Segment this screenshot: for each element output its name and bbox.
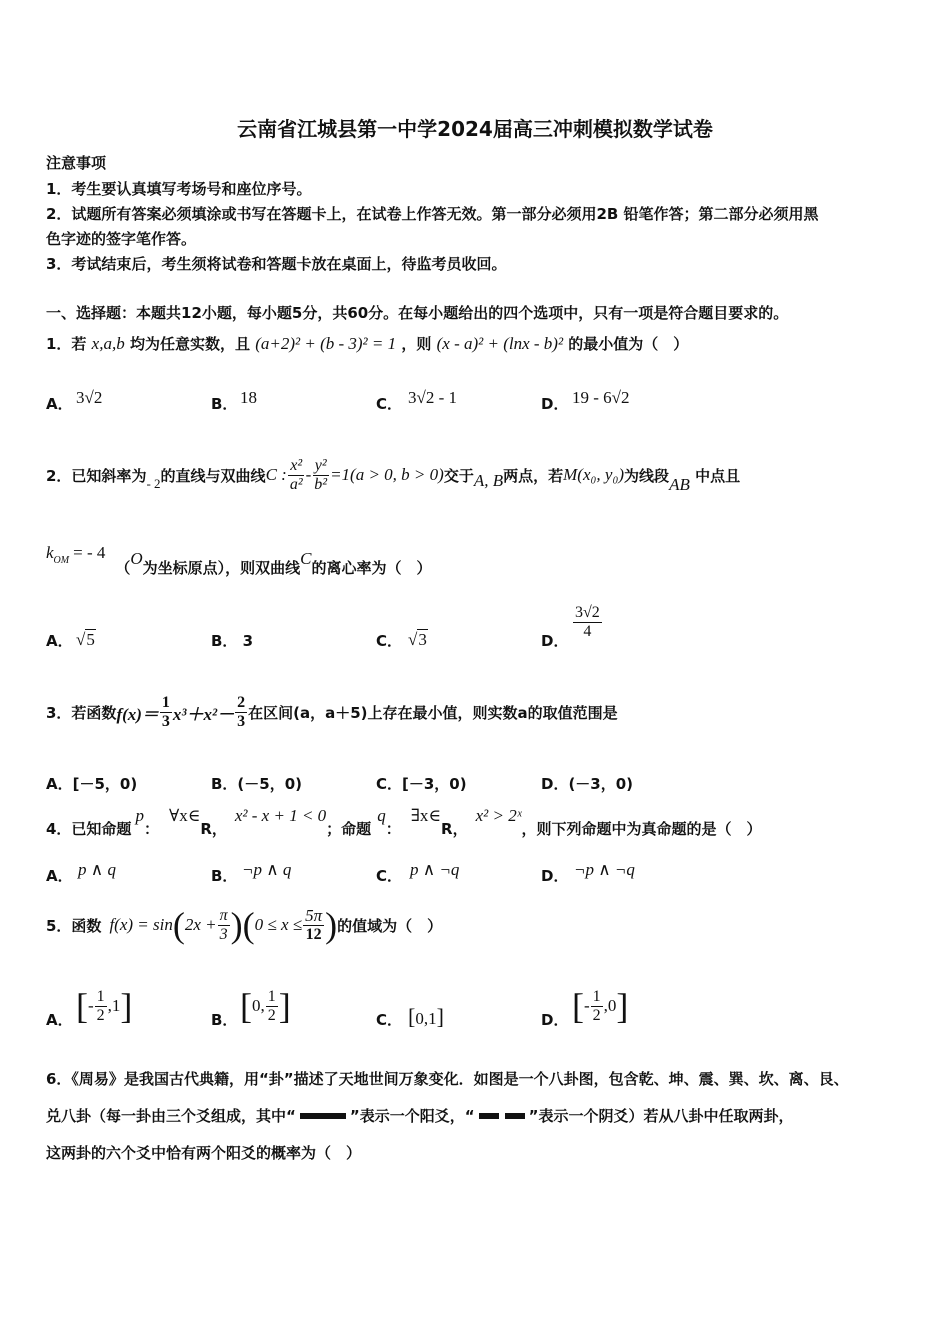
q2-option-d[interactable]: D． [541, 632, 569, 650]
section-heading: 一、选择题：本题共12小题，每小题5分，共60分。在每小题给出的四个选项中，只有一项是符合题目要求的。 [46, 304, 789, 322]
q5-option-d-value: [ - $\frac{1}{2}$ ,0 ] [572, 986, 629, 1026]
question-6-line-3: 这两卦的六个爻中恰有两个阳爻的概率为（ ） [46, 1144, 362, 1162]
question-5: 5．函数 f(x) = sin ( 2x + $\frac{\pi}{3}$ )( 0 ≤ x ≤ $\frac{5\pi}{12}$ ) 的值域为（ ） [46, 905, 443, 945]
q4-option-b[interactable]: B． [211, 867, 238, 885]
question-2-cont: k OM = - 4 （ O 为坐标原点），则双曲线 C 的离心率为（ ） [46, 543, 432, 577]
note-item-2: 2．试题所有答案必须填涂或书写在答题卡上，在试卷上作答无效。第一部分必须用2B 铅笔作答；第二部分必须用黑 [46, 205, 819, 223]
q4-option-d[interactable]: D． [541, 867, 569, 885]
note-item-3: 3．考试结束后，考生须将试卷和答题卡放在桌面上，待监考员收回。 [46, 255, 507, 273]
q1-option-c-value: 3√2 - 1 [408, 388, 457, 407]
q1-option-a[interactable]: A． [46, 395, 73, 413]
q5-option-c[interactable]: C． [376, 1011, 403, 1029]
q5-option-b[interactable]: B． [211, 1011, 238, 1029]
yang-yao-symbol [300, 1113, 346, 1119]
q1-option-d-value: 19 - 6√2 [572, 388, 630, 407]
q2-option-a[interactable]: A． [46, 632, 73, 650]
q5-option-b-value: [ 0, $\frac{1}{2}$ ] [240, 986, 291, 1026]
q3-option-a[interactable]: A．[－5，0) [46, 775, 138, 793]
q2-option-a-value: √5 [76, 630, 95, 649]
q4-option-b-value: ¬p ∧ q [242, 860, 292, 879]
question-3: 3．若函数 f(x)＝ $\frac{1}{3}$ x³＋x²－ $\frac{2}{3}$ 在区间(a，a＋5)上存在最小值，则实数a的取值范围是 [46, 693, 618, 730]
q3-option-d[interactable]: D．(－3，0) [541, 775, 634, 793]
q1-option-d[interactable]: D． [541, 395, 569, 413]
yin-yao-symbol [479, 1113, 525, 1119]
q1-option-b[interactable]: B． [211, 395, 238, 413]
q1-option-c[interactable]: C． [376, 395, 403, 413]
question-6-line-2: 兑八卦（每一卦由三个爻组成，其中“ ”表示一个阳爻，“ ”表示一个阴爻）若从八卦中任取两卦， [46, 1107, 794, 1125]
q2-option-c-value: √3 [408, 630, 427, 649]
question-2: 2．已知斜率为 - 2 的直线与双曲线 C : $\frac{\text{x²}}{\text{a²}}$ - $\frac{\text{y²}}{\text{b²}}$ =1(a > 0, b > 0) 交于 A, B 两点，若 M(x₀, y₀) 为线段 AB 中点且 [46, 456, 741, 494]
notes-heading: 注意事项 [46, 154, 107, 172]
q4-option-c[interactable]: C． [376, 867, 403, 885]
q1-option-a-value: 3√2 [76, 388, 103, 407]
q2-option-d-value: $\frac{3√2}{4}$ [575, 604, 600, 640]
question-6: 6．《周易》是我国古代典籍，用“卦”描述了天地世间万象变化．如图是一个八卦图，包含乾、坤、震、巽、坎、离、艮、 [46, 1070, 849, 1088]
question-1: 1．若 x,a,b 均为任意实数，且 (a+2)² + (b - 3)² = 1 ，则 (x - a)² + (lnx - b)² 的最小值为（ ） [46, 334, 689, 353]
q1-option-b-value: 18 [240, 388, 257, 407]
page-title: 云南省江城县第一中学2024届高三冲刺模拟数学试卷 [237, 117, 713, 141]
q3-option-b[interactable]: B．(－5，0) [211, 775, 303, 793]
q5-option-a-value: [ - $\frac{1}{2}$ ,1 ] [76, 986, 133, 1026]
q5-option-c-value: [0,1] [408, 1004, 444, 1029]
q2-option-b[interactable]: B． 3 [211, 632, 254, 650]
q4-option-a[interactable]: A． [46, 867, 73, 885]
q3-option-c[interactable]: C．[－3，0) [376, 775, 467, 793]
note-item-2-cont: 色字迹的签字笔作答。 [46, 230, 197, 248]
q4-option-a-value: p ∧ q [78, 860, 116, 879]
q4-option-d-value: ¬p ∧ ¬q [574, 860, 635, 879]
q5-option-d[interactable]: D． [541, 1011, 569, 1029]
note-item-1: 1．考生要认真填写考场号和座位序号。 [46, 180, 312, 198]
q5-option-a[interactable]: A． [46, 1011, 73, 1029]
question-4: 4．已知命题 p ： ∀x∈ R， x² - x + 1 < 0 ；命题 q ： ∃x∈ R， x² > 2ˣ ，则下列命题中为真命题的是（ ） [46, 806, 762, 838]
q2-option-c[interactable]: C． [376, 632, 403, 650]
q4-option-c-value: p ∧ ¬q [410, 860, 460, 879]
